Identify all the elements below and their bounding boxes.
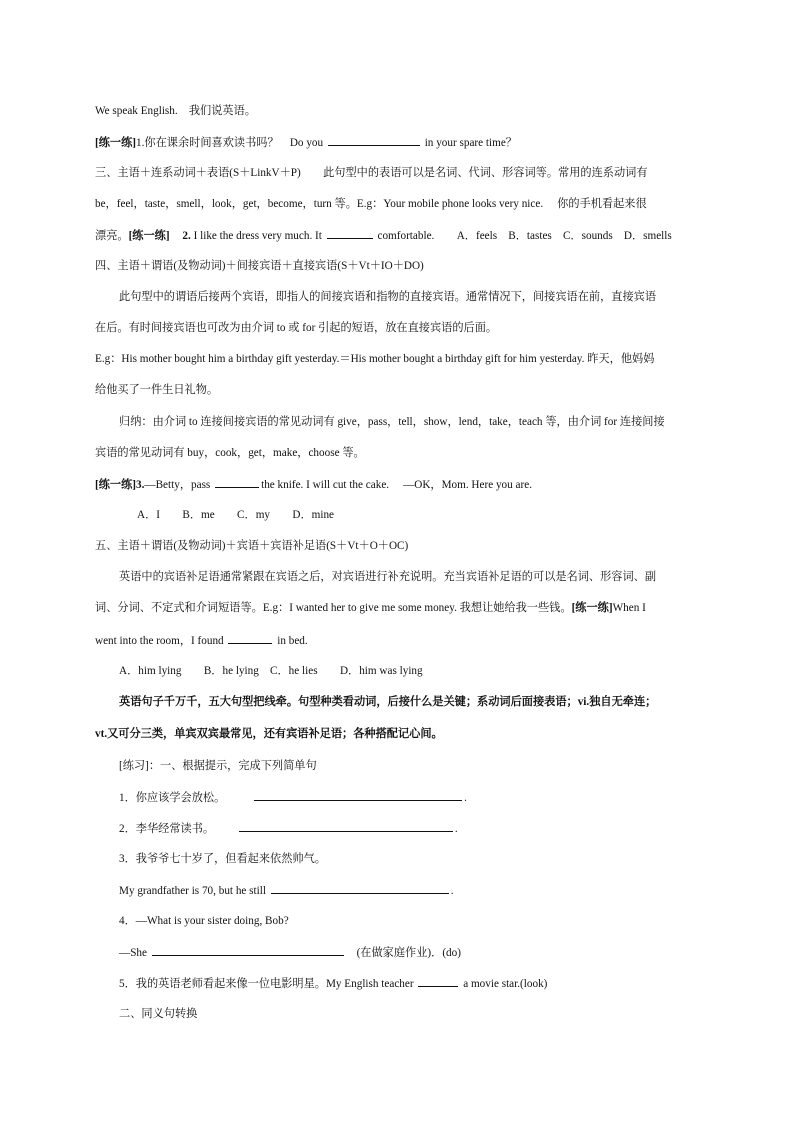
section-5-text: 词、分词、不定式和介词短语等。E.g：I wanted her to give me some money. 我想让她给我一些钱。[练一练]When I bbox=[95, 602, 646, 614]
practice-4: went into the room，I found in bed. bbox=[95, 632, 699, 649]
exercise-item-2: 2．李华经常读书。 . bbox=[119, 820, 699, 837]
answer-blank[interactable] bbox=[328, 134, 420, 146]
section-4-text: 此句型中的谓语后接两个宾语，即指人的间接宾语和指物的直接宾语。通常情况下，间接宾语在前，直接宾语 bbox=[119, 291, 657, 303]
answer-blank[interactable] bbox=[327, 227, 373, 239]
section-4-example: 给他买了一件生日礼物。 bbox=[95, 384, 219, 396]
answer-blank[interactable] bbox=[228, 632, 272, 644]
answer-blank[interactable] bbox=[239, 820, 453, 832]
exercise-heading-2: 二、同义句转换 bbox=[119, 1008, 198, 1020]
answer-blank[interactable] bbox=[215, 476, 259, 488]
answer-blank[interactable] bbox=[271, 882, 449, 894]
practice-tag: [练一练]3. bbox=[95, 479, 145, 491]
practice-3-options: A．I B．me C．my D．mine bbox=[137, 509, 335, 521]
exercise-item-3-answer: My grandfather is 70, but he still . bbox=[119, 882, 699, 899]
practice-tag: [练一练] bbox=[95, 137, 137, 149]
answer-blank[interactable] bbox=[418, 975, 458, 987]
exercise-item-3: 3．我爷爷七十岁了，但看起来依然帅气。 bbox=[119, 853, 326, 865]
example-sentence: We speak English. 我们说英语。 bbox=[95, 105, 256, 117]
practice-4-options: A．him lying B．he lying C．he lies D．him was lying bbox=[119, 665, 423, 677]
section-4-heading: 四、主语＋谓语(及物动词)＋间接宾语＋直接宾语(S＋Vt＋IO＋DO) bbox=[95, 260, 424, 272]
practice-tag: [练一练] bbox=[128, 230, 170, 242]
exercise-item-4: 4．—What is your sister doing, Bob? bbox=[119, 915, 289, 927]
section-4-text: 在后。有时间接宾语也可改为由介词 to 或 for 引起的短语，放在直接宾语的后面。 bbox=[95, 322, 498, 334]
summary-text: 归纳：由介词 to 连接间接宾语的常见动词有 give，pass，tell，show，lend，take，teach 等，由介词 for 连接间接 bbox=[119, 416, 665, 428]
answer-blank[interactable] bbox=[152, 944, 344, 956]
exercise-item-1: 1．你应该学会放松。 . bbox=[119, 789, 699, 806]
exercise-item-5: 5．我的英语老师看起来像一位电影明星。My English teacher a movie star.(look) bbox=[119, 975, 699, 992]
section-4-example: E.g：His mother bought him a birthday gift yesterday.＝His mother bought a birthday gift for him yesterday. 昨天，他妈妈 bbox=[95, 353, 655, 365]
exercise-heading: [练习]：一、根据提示，完成下列简单句 bbox=[119, 760, 317, 772]
answer-blank[interactable] bbox=[254, 789, 462, 801]
practice-3: [练一练]3.—Betty，pass the knife. I will cut the cake. —OK，Mom. Here you are. bbox=[95, 476, 699, 493]
section-5-heading: 五、主语＋谓语(及物动词)＋宾语＋宾语补足语(S＋Vt＋O＋OC) bbox=[95, 540, 409, 552]
practice-2: 漂亮。[练一练] 2. I like the dress very much. It comfortable. A．feels B．tastes C．sounds D．smells bbox=[95, 227, 699, 244]
summary-rhyme: vt.又可分三类，单宾双宾最常见，还有宾语补足语；各种搭配记心间。 bbox=[95, 728, 443, 740]
practice-tag: [练一练] bbox=[571, 602, 613, 614]
practice-1: [练一练]1.你在课余时间喜欢读书吗？ Do you in your spare time？ bbox=[95, 134, 699, 151]
section-5-text: 英语中的宾语补足语通常紧跟在宾语之后，对宾语进行补充说明。充当宾语补足语的可以是名词、形容词、副 bbox=[119, 571, 657, 583]
section-3-heading: 三、主语＋连系动词＋表语(S＋LinkV＋P) 此句型中的表语可以是名词、代词、形容词等。常用的连系动词有 bbox=[95, 167, 648, 179]
section-3-text: be，feel，taste，smell，look，get，become，turn 等。E.g：Your mobile phone looks very nice. 你的手机看起来很 bbox=[95, 198, 647, 210]
exercise-item-4-answer: —She (在做家庭作业)．(do) bbox=[119, 944, 699, 961]
summary-rhyme: 英语句子千万千，五大句型把线牵。句型种类看动词，后接什么是关键；系动词后面接表语；vi.独自无牵连； bbox=[119, 696, 657, 708]
summary-text: 宾语的常见动词有 buy，cook，get，make，choose 等。 bbox=[95, 447, 365, 459]
